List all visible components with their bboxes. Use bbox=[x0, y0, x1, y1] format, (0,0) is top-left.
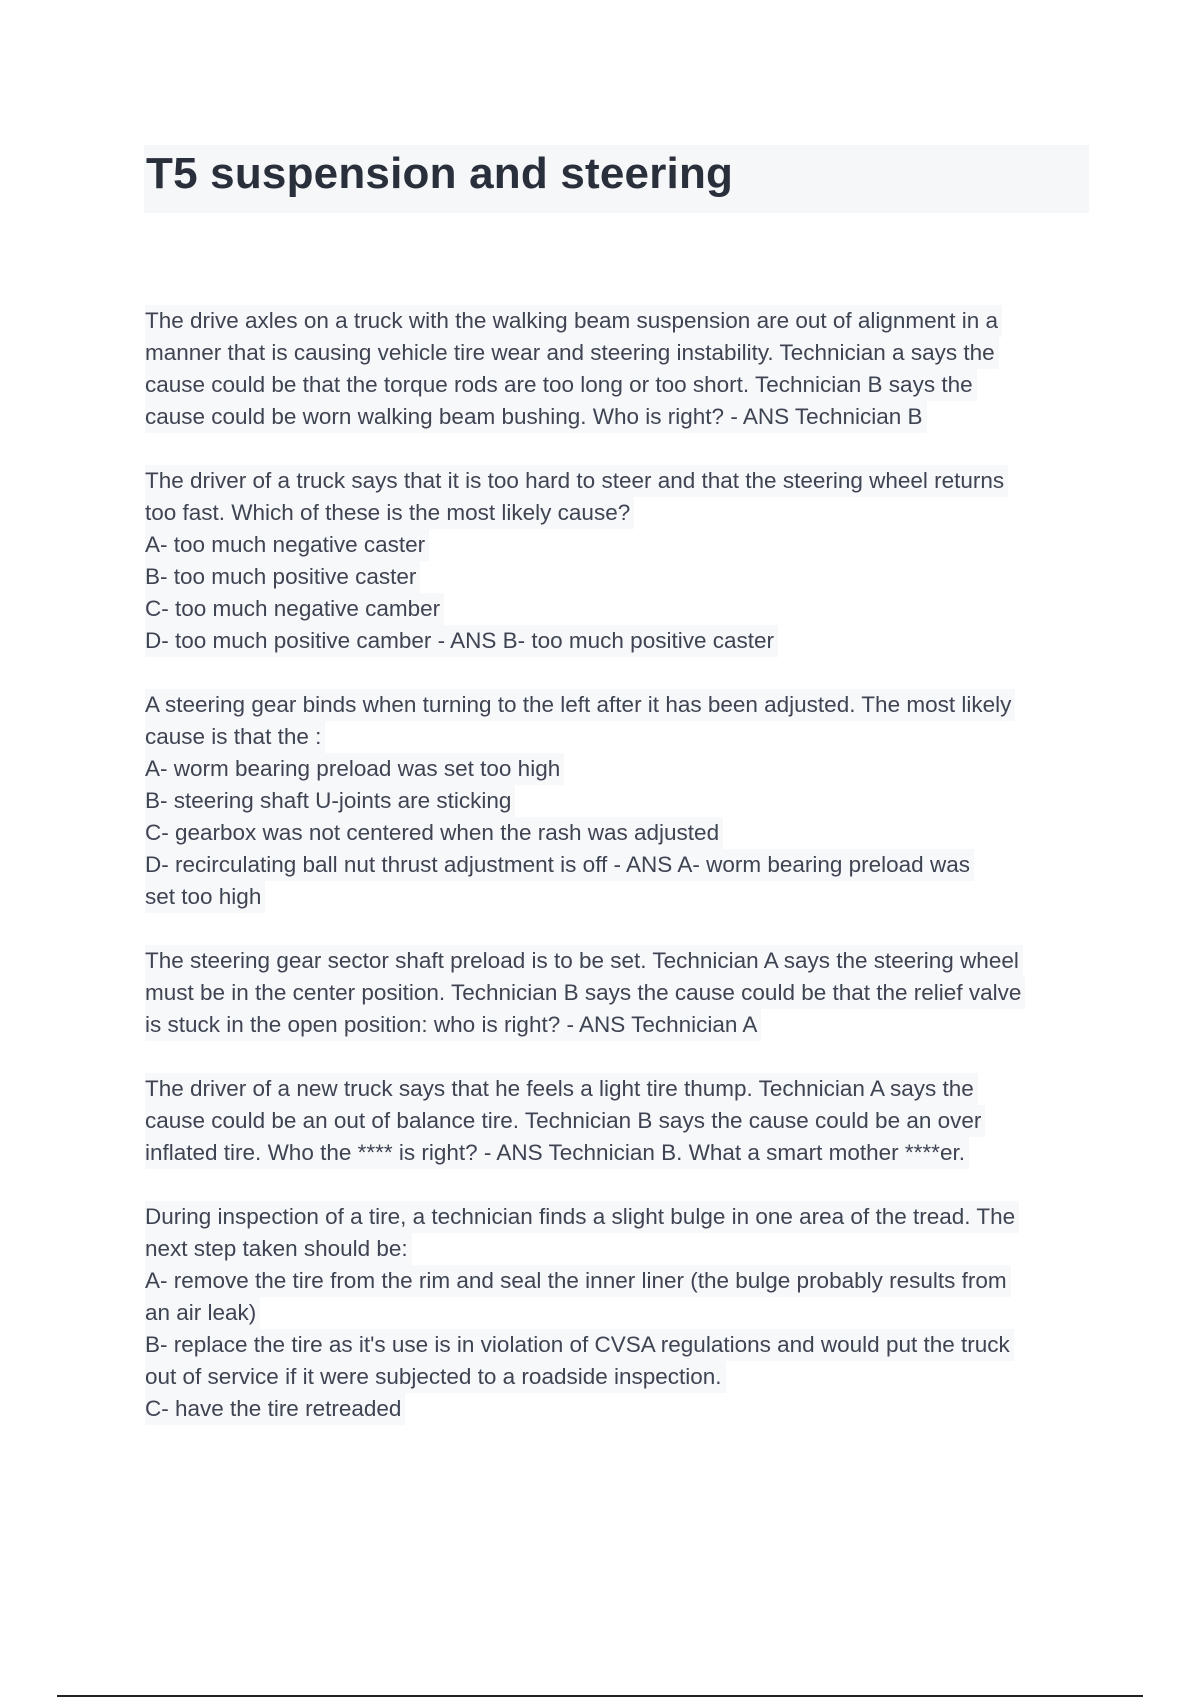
text-line: The drive axles on a truck with the walking beam suspension are out of alignment in a bbox=[145, 305, 1002, 337]
text-line: next step taken should be: bbox=[145, 1233, 412, 1265]
question-block-3 bbox=[145, 689, 1095, 913]
page-title: T5 suspension and steering bbox=[146, 149, 734, 198]
question-block-6 bbox=[145, 1201, 1095, 1425]
text-line: cause could be that the torque rods are too long or too short. Technician B says the bbox=[145, 369, 977, 401]
question-block-4 bbox=[145, 945, 1095, 1041]
text-line: must be in the center position. Technician B says the cause could be that the relief valve bbox=[145, 977, 1025, 1009]
option-line: C- gearbox was not centered when the rash was adjusted bbox=[145, 817, 723, 849]
option-line: D- too much positive camber - ANS B- too much positive caster bbox=[145, 625, 778, 657]
text-line: cause could be worn walking beam bushing. Who is right? - ANS Technician B bbox=[145, 401, 927, 433]
option-line: C- have the tire retreaded bbox=[145, 1393, 405, 1425]
text-line: A steering gear binds when turning to the left after it has been adjusted. The most likely bbox=[145, 689, 1015, 721]
text-line: out of service if it were subjected to a roadside inspection. bbox=[145, 1361, 726, 1393]
text-line: The driver of a truck says that it is too hard to steer and that the steering wheel returns bbox=[145, 465, 1008, 497]
text-line: cause is that the : bbox=[145, 721, 325, 753]
text-line: cause could be an out of balance tire. Technician B says the cause could be an over bbox=[145, 1105, 985, 1137]
option-line: B- replace the tire as it's use is in violation of CVSA regulations and would put the truck bbox=[145, 1329, 1014, 1361]
option-line: B- steering shaft U-joints are sticking bbox=[145, 785, 515, 817]
option-line: A- worm bearing preload was set too high bbox=[145, 753, 564, 785]
option-line: A- remove the tire from the rim and seal the inner liner (the bulge probably results from bbox=[145, 1265, 1011, 1297]
option-line: A- too much negative caster bbox=[145, 529, 429, 561]
text-line: set too high bbox=[145, 881, 265, 913]
question-block-1 bbox=[145, 305, 1095, 433]
text-line: manner that is causing vehicle tire wear and steering instability. Technician a says the bbox=[145, 337, 999, 369]
text-line: The steering gear sector shaft preload is to be set. Technician A says the steering wheel bbox=[145, 945, 1023, 977]
document-body bbox=[145, 305, 1095, 1457]
text-line: an air leak) bbox=[145, 1297, 260, 1329]
text-line: is stuck in the open position: who is right? - ANS Technician A bbox=[145, 1009, 761, 1041]
option-line: C- too much negative camber bbox=[145, 593, 444, 625]
text-line: The driver of a new truck says that he feels a light tire thump. Technician A says the bbox=[145, 1073, 978, 1105]
question-block-2 bbox=[145, 465, 1095, 657]
page-bottom-divider bbox=[57, 1695, 1143, 1697]
text-line: too fast. Which of these is the most likely cause? bbox=[145, 497, 634, 529]
question-block-5 bbox=[145, 1073, 1095, 1169]
text-line: inflated tire. Who the **** is right? - ANS Technician B. What a smart mother ****er. bbox=[145, 1137, 969, 1169]
text-line: During inspection of a tire, a technician finds a slight bulge in one area of the tread. The bbox=[145, 1201, 1019, 1233]
option-line: B- too much positive caster bbox=[145, 561, 420, 593]
option-line: D- recirculating ball nut thrust adjustment is off - ANS A- worm bearing preload was bbox=[145, 849, 974, 881]
